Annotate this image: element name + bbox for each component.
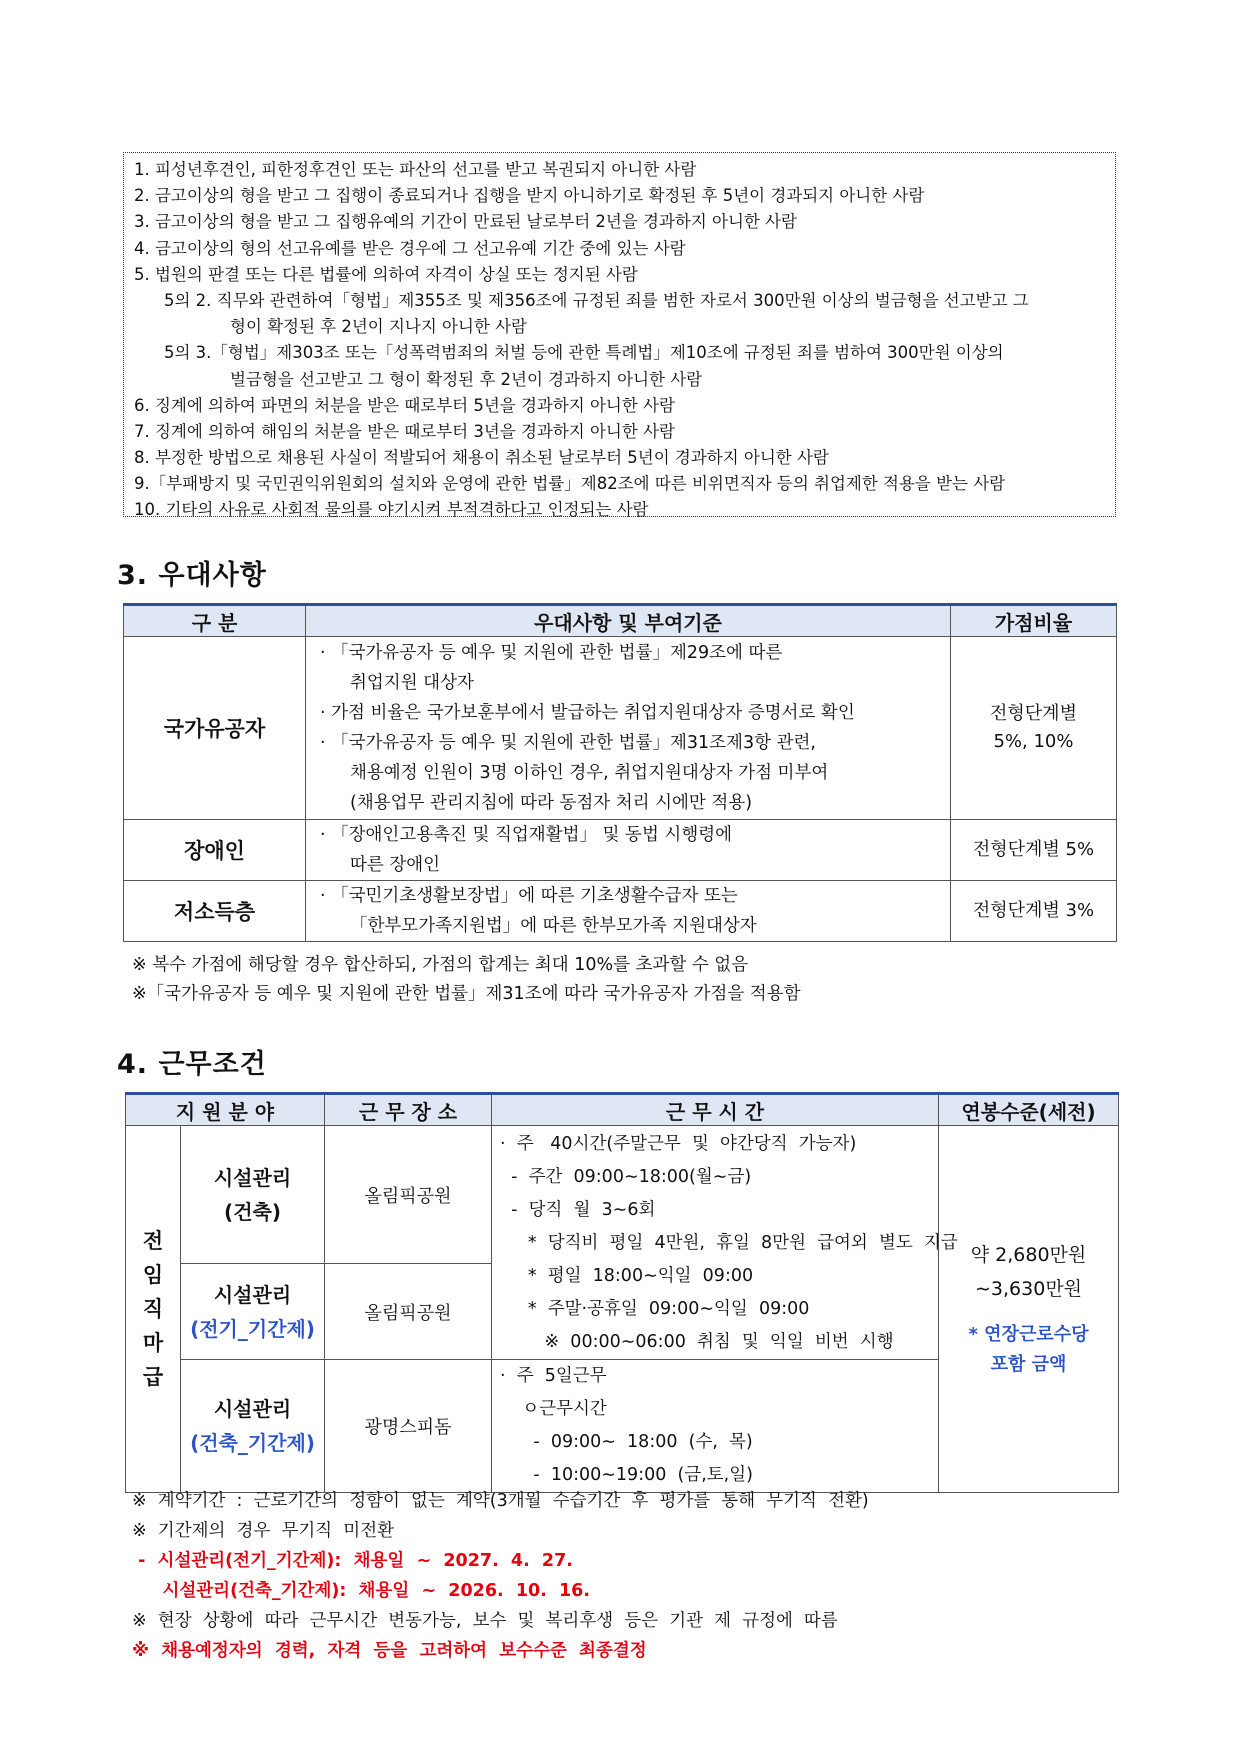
section-title-preference: 3. 우대사항: [117, 560, 267, 591]
vertical-char: 임: [142, 1263, 164, 1287]
disqualification-item: 2. 금고이상의 형을 받고 그 집행이 종료되거나 집행을 받지 아니하기로 확정된 후 5년이 경과되지 아니한 사람: [134, 186, 925, 206]
preference-header-category: 구 분: [124, 605, 306, 637]
work-header-salary: 연봉수준(세전): [939, 1094, 1119, 1126]
criteria-line: 따른 장애인: [350, 855, 441, 875]
criteria-line: 취업지원 대상자: [350, 673, 474, 693]
criteria-line: · 「국가유공자 등 예우 및 지원에 관한 법률」제31조제3항 관련,: [320, 733, 816, 753]
preference-category: 저소득층: [124, 881, 306, 942]
preference-rate: [951, 637, 1117, 820]
field-facility-electric: [181, 1264, 325, 1360]
field-type: (건축_기간제): [190, 1431, 315, 1455]
disqualification-item: 7. 징계에 의하여 해임의 처분을 받은 때로부터 3년을 경과하지 아니한 사람: [134, 421, 675, 441]
disqualification-item: 9.「부패방지 및 국민권익위원회의 설치와 운영에 관한 법률」제82조에 따른 비위면직자 등의 취업제한 적용을 받는 사람: [134, 474, 1006, 494]
work-hours-line: - 10:00∼19:00 (금,토,일): [500, 1465, 753, 1485]
work-hours-line: - 09:00∼ 18:00 (수, 목): [500, 1432, 753, 1452]
rate-line: 전형단계별: [990, 703, 1077, 724]
rate-line: 전형단계별 3%: [972, 900, 1095, 921]
work-hours-line: ㅇ근무시간: [500, 1399, 607, 1419]
vertical-char: 전: [142, 1229, 164, 1253]
employment-type-label: [126, 1126, 181, 1493]
rate-line: 5%, 10%: [993, 731, 1074, 752]
preference-table: [123, 603, 1117, 942]
vertical-char: 급: [142, 1365, 164, 1389]
field-name: 시설관리: [213, 1165, 292, 1190]
disqualification-item: 10. 기타의 사유로 사회적 물의를 야기시켜 부적격하다고 인정되는 사람: [134, 500, 649, 520]
work-hours-line: · 주 40시간(주말근무 및 야간당직 가능자): [500, 1134, 857, 1154]
work-hours-line: - 당직 월 3∼6회: [500, 1200, 656, 1220]
field-type: (건축): [224, 1199, 281, 1224]
disqualification-item: 형이 확정된 후 2년이 지나지 아니한 사람: [230, 317, 527, 337]
work-hours-line: ※ 00:00∼06:00 취침 및 익일 비번 시행: [500, 1332, 894, 1352]
criteria-line: · 「국민기초생활보장법」에 따른 기초생활수급자 또는: [320, 886, 738, 906]
work-header-location: 근 무 장 소: [325, 1094, 492, 1126]
work-location: 올림픽공원: [325, 1126, 492, 1264]
preference-criteria: [306, 637, 951, 820]
work-header-hours: 근 무 시 간: [492, 1094, 939, 1126]
salary-note: * 연장근로수당: [968, 1324, 1089, 1345]
work-hours-cell: [492, 1360, 939, 1493]
field-facility-architecture: [181, 1126, 325, 1264]
vertical-char: 마: [142, 1331, 164, 1355]
preference-rate: [951, 881, 1117, 942]
disqualification-item: 4. 금고이상의 형의 선고유예를 받은 경우에 그 선고유예 기간 중에 있는 사람: [134, 238, 686, 258]
work-hours-line: * 주말·공휴일 09:00∼익일 09:00: [500, 1299, 810, 1319]
work-hours-line: * 당직비 평일 4만원, 휴일 8만원 급여외 별도 지급: [500, 1233, 958, 1253]
disqualification-list: [123, 152, 1116, 520]
preference-criteria: [306, 881, 951, 942]
field-facility-architecture-fixed-term: [181, 1360, 325, 1493]
field-name: 시설관리: [213, 1397, 292, 1421]
disqualification-item: 6. 징계에 의하여 파면의 처분을 받은 때로부터 5년을 경과하지 아니한 사람: [134, 395, 675, 415]
work-location: 광명스피돔: [325, 1360, 492, 1493]
disqualification-item: 5. 법원의 판결 또는 다른 법률에 의하여 자격이 상실 또는 정지된 사람: [134, 264, 638, 284]
disqualification-item: 벌금형을 선고받고 그 형이 확정된 후 2년이 경과하지 아니한 사람: [230, 369, 703, 389]
work-note: - 시설관리(전기_기간제): 채용일 ∼ 2027. 4. 27.: [132, 1551, 573, 1571]
preference-category: 장애인: [124, 820, 306, 881]
preference-header-criteria: 우대사항 및 부여기준: [306, 605, 951, 637]
rate-line: 전형단계별 5%: [972, 839, 1095, 860]
criteria-line: 채용예정 인원이 3명 이하인 경우, 취업지원대상자 가점 미부여: [350, 763, 829, 783]
work-note: ※ 채용예정자의 경력, 자격 등을 고려하여 보수수준 최종결정: [132, 1641, 647, 1661]
work-hours-line: * 평일 18:00∼익일 09:00: [500, 1266, 754, 1286]
work-note: 시설관리(건축_기간제): 채용일 ∼ 2026. 10. 16.: [132, 1581, 591, 1601]
salary-cell: [939, 1126, 1119, 1493]
preference-criteria: [306, 820, 951, 881]
disqualification-item: 5의 3.「형법」제303조 또는「성폭력범죄의 처벌 등에 관한 특례법」제10조에 규정된 죄를 범하여 300만원 이상의: [164, 343, 1004, 363]
work-note: ※ 계약기간 : 근로기간의 정함이 없는 계약(3개월 수습기간 후 평가를 통해 무기직 전환): [132, 1491, 869, 1511]
preference-note: ※ 복수 가점에 해당할 경우 합산하되, 가점의 합계는 최대 10%를 초과할 수 없음: [132, 955, 749, 975]
criteria-line: (채용업무 관리지침에 따라 동점자 처리 시에만 적용): [350, 793, 753, 813]
work-hours-cell: [492, 1126, 958, 1360]
field-type: (전기_기간제): [190, 1316, 315, 1341]
disqualification-item: 8. 부정한 방법으로 채용된 사실이 적발되어 채용이 취소된 날로부터 5년이 경과하지 아니한 사람: [134, 448, 829, 468]
section-title-work: 4. 근무조건: [117, 1049, 267, 1080]
disqualification-item: 5의 2. 직무와 관련하여「형법」제355조 및 제356조에 규정된 죄를 범한 자로서 300만원 이상의 벌금형을 선고받고 그: [164, 290, 1029, 310]
disqualification-item: 3. 금고이상의 형을 받고 그 집행유예의 기간이 만료된 날로부터 2년을 경과하지 아니한 사람: [134, 212, 797, 232]
work-location: 올림픽공원: [325, 1264, 492, 1360]
work-table: [125, 1092, 1119, 1493]
vertical-char: 직: [142, 1297, 164, 1321]
criteria-line: · 「국가유공자 등 예우 및 지원에 관한 법률」제29조에 따른: [320, 643, 783, 663]
salary-min: 약 2,680만원: [970, 1244, 1087, 1266]
salary-max: ∼3,630만원: [975, 1278, 1083, 1300]
field-name: 시설관리: [213, 1282, 292, 1307]
work-notes: [132, 1486, 869, 1666]
work-hours-line: - 주간 09:00∼18:00(월∼금): [500, 1167, 752, 1187]
criteria-line: · 가점 비율은 국가보훈부에서 발급하는 취업지원대상자 증명서로 확인: [320, 703, 855, 723]
disqualification-item: 1. 피성년후견인, 피한정후견인 또는 파산의 선고를 받고 복권되지 아니한 사람: [134, 160, 697, 179]
work-hours-line: · 주 5일근무: [500, 1366, 607, 1386]
work-note: ※ 기간제의 경우 무기직 미전환: [132, 1521, 395, 1541]
criteria-line: · 「장애인고용촉진 및 직업재활법」 및 동법 시행령에: [320, 825, 733, 845]
salary-note: 포함 금액: [990, 1354, 1067, 1375]
preference-rate: [951, 820, 1117, 881]
work-note: ※ 현장 상황에 따라 근무시간 변동가능, 보수 및 복리후생 등은 기관 제 규정에 따름: [132, 1611, 838, 1631]
criteria-line: 「한부모가족지원법」에 따른 한부모가족 지원대상자: [350, 916, 757, 936]
preference-note: ※「국가유공자 등 예우 및 지원에 관한 법률」제31조에 따라 국가유공자 가점을 적용함: [132, 984, 801, 1004]
preference-header-rate: 가점비율: [951, 605, 1117, 637]
preference-category: 국가유공자: [124, 637, 306, 820]
work-header-field: 지 원 분 야: [126, 1094, 325, 1126]
